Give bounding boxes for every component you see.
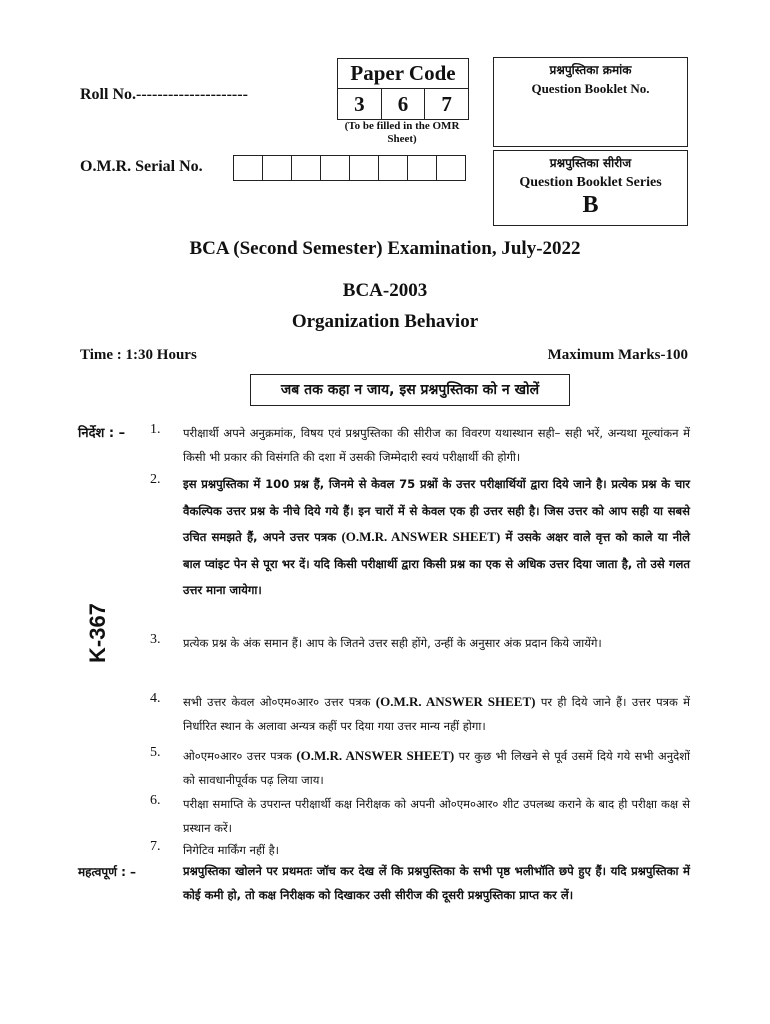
max-marks: Maximum Marks-100: [547, 347, 688, 363]
instruction-number: 5.: [150, 745, 161, 760]
instruction-item: [150, 792, 690, 840]
instruction-text: परीक्षार्थी अपने अनुक्रमांक, विषय एवं प्रश्नपुस्तिका की सीरीज का विवरण यथास्थान सही– सही भरें, अन्यथा मूल्यांकन में किसी भी प्रकार की विसंगति की दशा में उसकी जिम्मेदारी स्वयं परीक्षार्थी की होगी।: [183, 426, 690, 464]
instruction-number: 6.: [150, 793, 161, 808]
paper-code-digit: 7: [441, 92, 452, 116]
instructions-label: निर्देश : –: [78, 426, 126, 441]
exam-time: Time : 1:30 Hours: [80, 347, 197, 363]
instruction-text-part: पर कुछ भी लिखने से पूर्व उसमें दिये गये सभी अनुदेशों को सावधानीपूर्वक पढ़ लिया जाय।: [183, 749, 691, 787]
do-not-open-notice: जब तक कहा न जाय, इस प्रश्नपुस्तिका को न खोलें: [250, 374, 570, 406]
booklet-series-value: B: [582, 192, 599, 218]
instruction-text: [183, 471, 690, 604]
omr-box: [321, 156, 350, 180]
omr-serial-boxes: [233, 155, 466, 181]
subject-title: Organization Behavior: [291, 311, 479, 332]
omr-box: [437, 156, 465, 180]
instruction-text: [183, 690, 690, 738]
instruction-text-part: इस प्रश्नपुस्तिका में 100 प्रश्न हैं, जिनमे से केवल 75 प्रश्नों के उत्तर परीक्षार्थियों द्वारा दिये जाने है। प्रत्येक प्रश्न के चार वैकल्पिक उत्तर प्रश्न के नीचे दिये गये हैं। इन चारों में से केवल एक ही उत्तर सही है। जिस उत्तर को आप सही या सबसे उचित समझते हैं, अपने उत्तर पत्रक: [183, 477, 690, 544]
paper-code-note: (To be filled in the OMR Sheet): [344, 120, 460, 145]
omr-box: [292, 156, 321, 180]
paper-code-digit: 3: [338, 89, 382, 120]
booklet-number-label: Question Booklet No.: [531, 81, 650, 96]
paper-code-box: [337, 58, 469, 120]
instruction-text: [183, 744, 690, 792]
instruction-item: [150, 744, 690, 792]
instruction-item: [150, 631, 690, 655]
instruction-text: परीक्षा समाप्ति के उपरान्त परीक्षार्थी कक्ष निरीक्षक को अपनी ओ०एम०आर० शीट उपलब्ध कराने के बाद ही परीक्षा कक्ष से प्रस्थान करें।: [183, 797, 690, 835]
omr-box: [408, 156, 437, 180]
instruction-text: प्रत्येक प्रश्न के अंक समान हैं। आप के जितने उत्तर सही होंगे, उन्हीं के अनुसार अंक प्रदान किये जायेंगे।: [183, 636, 602, 650]
omr-box: [350, 156, 379, 180]
instruction-number: 2.: [150, 472, 161, 487]
omr-answer-sheet-term: (O.M.R. ANSWER SHEET): [375, 694, 536, 709]
course-code: BCA-2003: [342, 280, 428, 301]
instruction-item: [150, 421, 690, 469]
instruction-item: [150, 690, 690, 738]
omr-answer-sheet-term: (O.M.R. ANSWER SHEET): [341, 529, 501, 544]
instruction-text-part: में उसके अक्षर वाले वृत्त को काले या नीले बाल प्वांइट पेन से पूरा भर दें। यदि किसी परीक्षार्थी द्वारा किसी प्रश्न का एक से अधिक उत्तर दिया जाता है, तो उसे गलत उत्तर माना जायेगा।: [183, 530, 690, 597]
important-text: प्रश्नपुस्तिका खोलने पर प्रथमतः जॉच कर देख लें कि प्रश्नपुस्तिका के सभी पृष्ठ भलीभॉति छपे हुए हैं। यदि प्रश्नपुस्तिका में कोई कमी हो, तो कक्ष निरीक्षक को दिखाकर उसी सीरीज की दूसरी प्रश्नपुस्तिका प्राप्त कर लें।: [183, 864, 690, 902]
omr-box: [379, 156, 408, 180]
booklet-series-label: Question Booklet Series: [519, 175, 662, 190]
paper-code-digit: 6: [382, 89, 426, 120]
booklet-series-label-hindi: प्रश्नपुस्तिका सीरीज: [549, 156, 632, 170]
exam-title: BCA (Second Semester) Examination, July-2022: [189, 238, 581, 259]
instruction-text: निगेटिव मार्किंग नहीं है।: [183, 843, 280, 857]
booklet-number-label-hindi: प्रश्नपुस्तिका क्रमांक: [549, 63, 632, 77]
instruction-number: 4.: [150, 691, 161, 706]
side-code: K-367: [85, 603, 110, 663]
instruction-text-part: पर ही दिये जाने हैं। उत्तर पत्रक में निर्धारित स्थान के अलावा अन्यत्र कहीं पर दिया गया उत्तर मान्य नहीं होगा।: [183, 695, 690, 733]
omr-answer-sheet-term: (O.M.R. ANSWER SHEET): [296, 748, 455, 763]
question-booklet-number-box: [493, 57, 688, 147]
important-label: महत्वपूर्ण : –: [78, 865, 137, 879]
instruction-item: [150, 471, 690, 604]
instruction-text-part: ओ०एम०आर० उत्तर पत्रक: [183, 749, 292, 763]
question-booklet-series-box: [493, 150, 688, 226]
instruction-number: 3.: [150, 632, 161, 647]
instruction-number: 1.: [150, 422, 161, 437]
instruction-number: 7.: [150, 839, 161, 854]
omr-box: [263, 156, 292, 180]
instruction-text-part: सभी उत्तर केवल ओ०एम०आर० उत्तर पत्रक: [183, 695, 371, 709]
roll-no-field: Roll No.---------------------: [80, 86, 248, 103]
omr-serial-label: O.M.R. Serial No.: [80, 158, 203, 175]
paper-code-title: Paper Code: [338, 59, 468, 89]
omr-box: [234, 156, 263, 180]
